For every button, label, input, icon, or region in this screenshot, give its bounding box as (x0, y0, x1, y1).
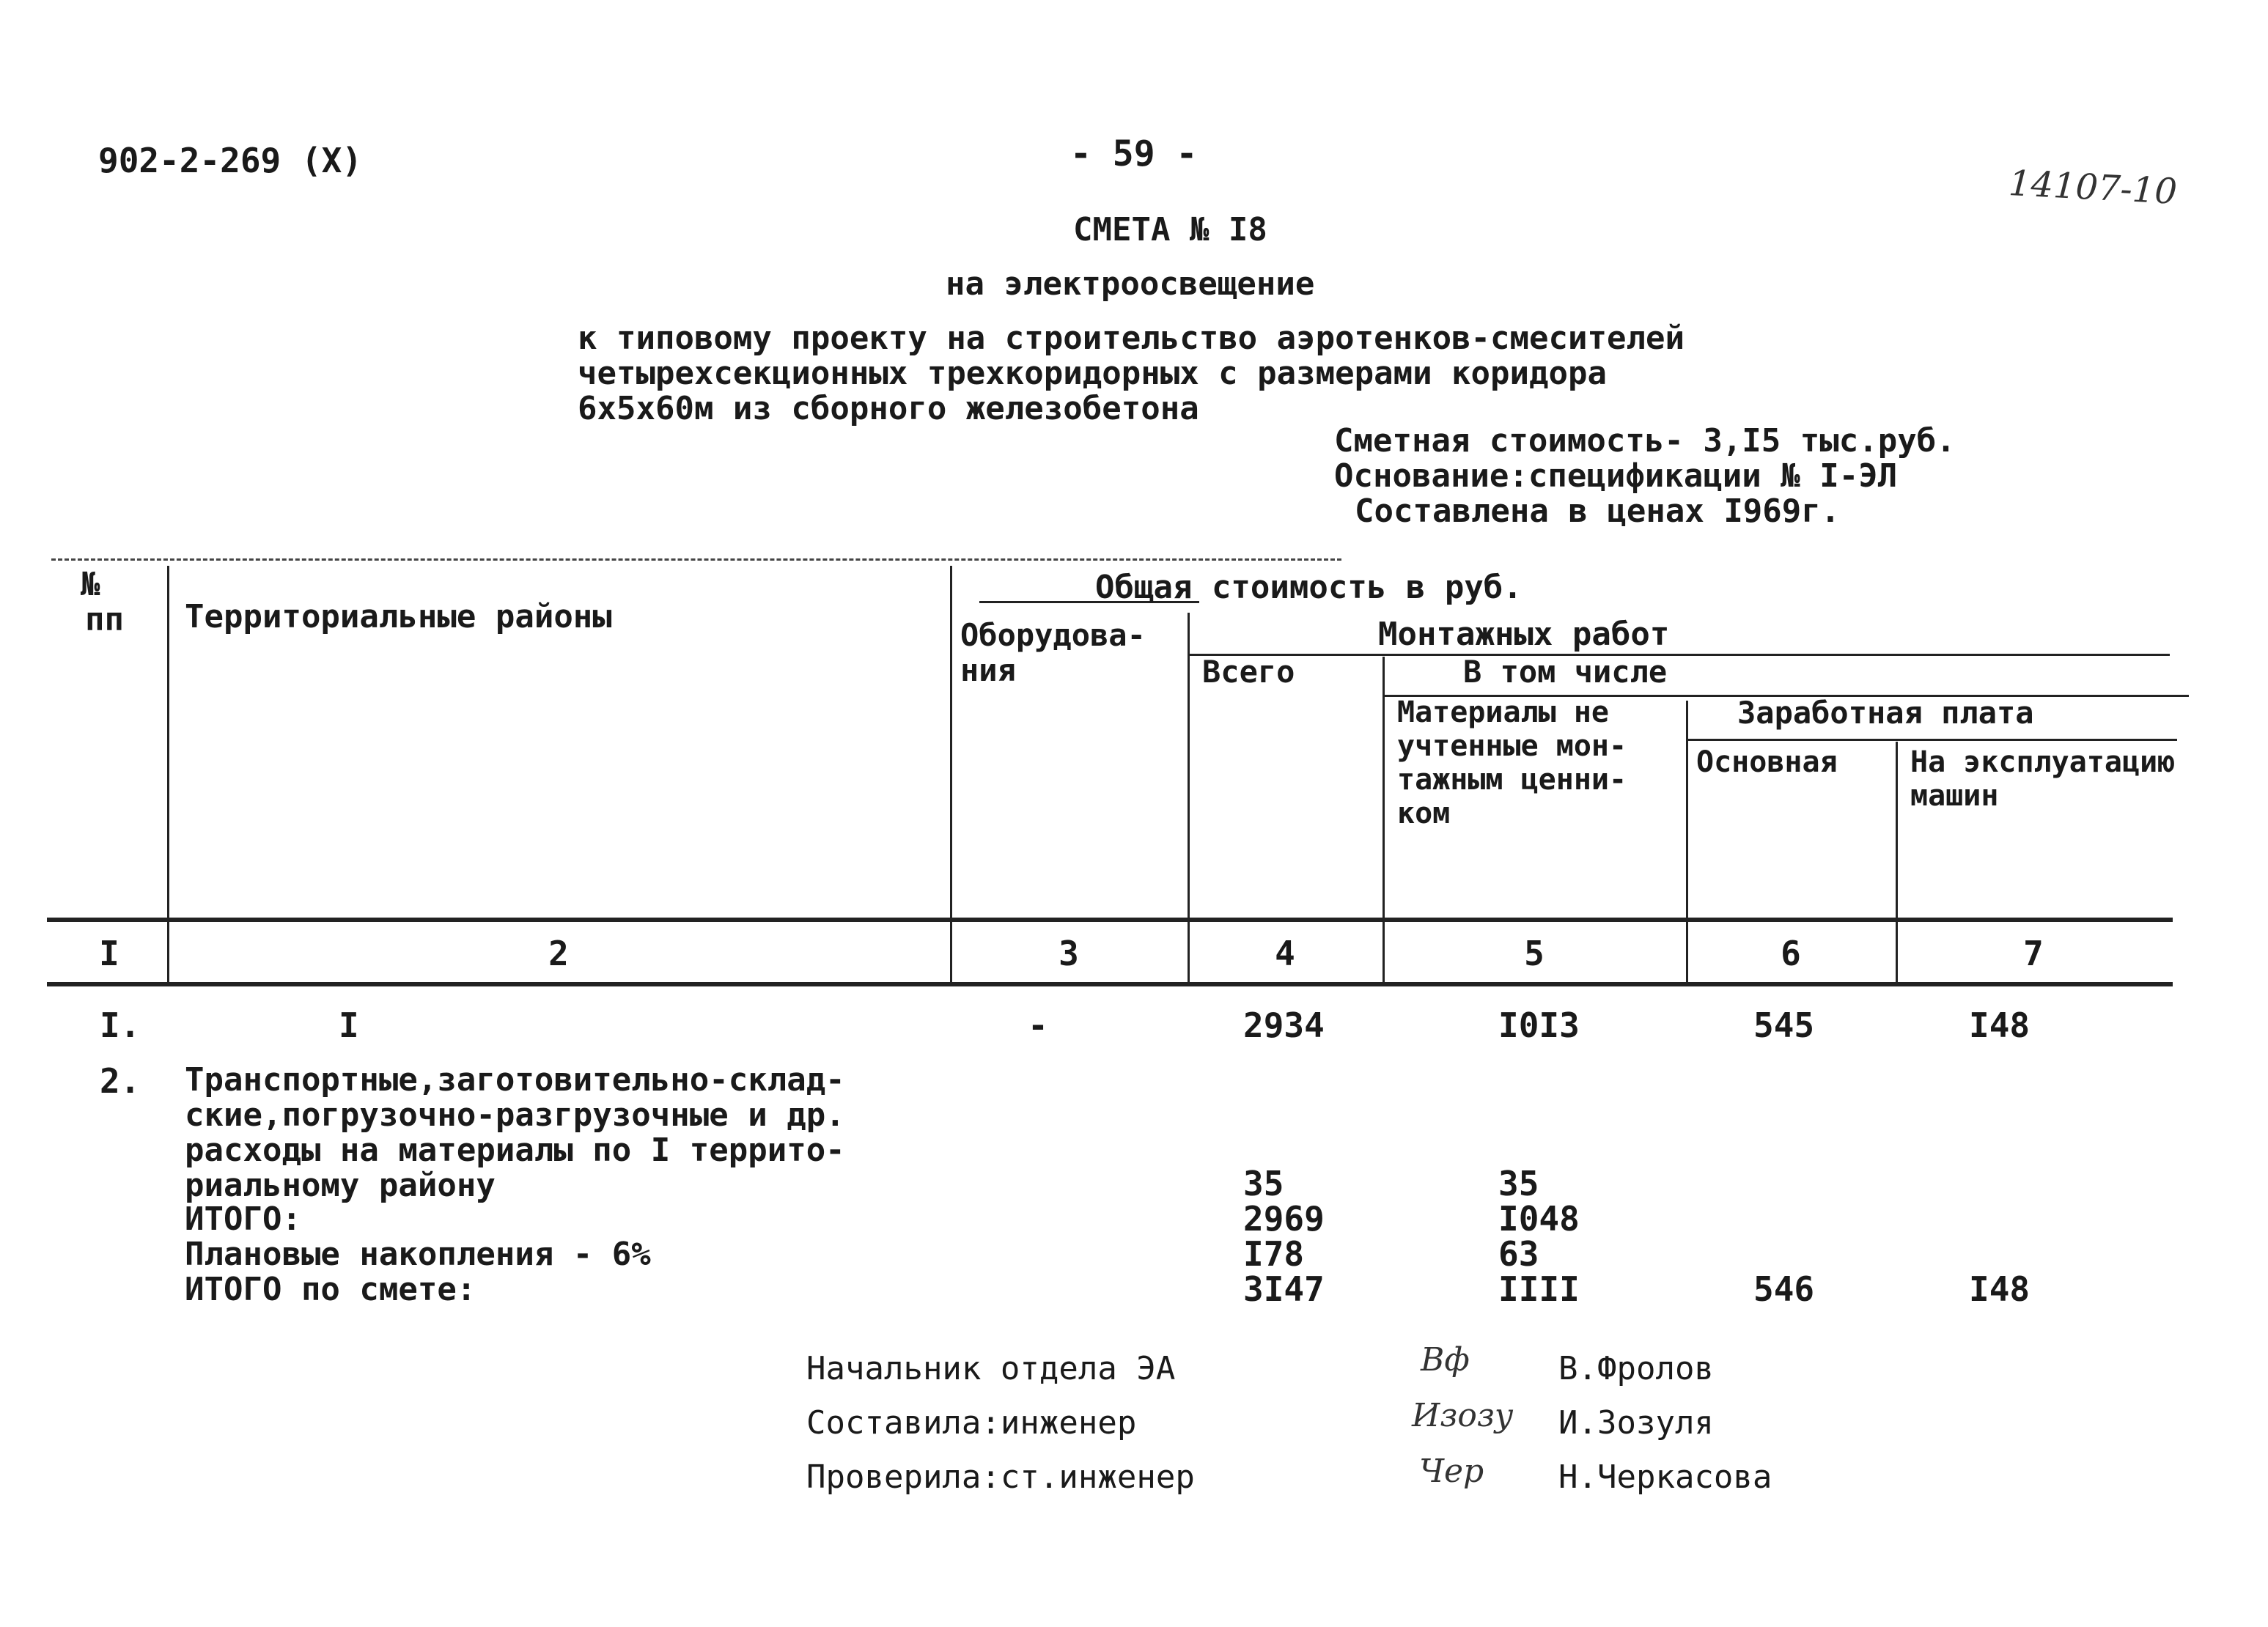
row-2-region-line-2: ские,погрузочно-разгрузочные и др. (185, 1096, 845, 1134)
description-line-2: четырехсекционных трехкоридорных с размерами коридора (578, 355, 1607, 392)
header-including: В том числе (1463, 654, 1668, 690)
row-1-basic: 545 (1753, 1006, 1815, 1045)
header-num-symbol: № (81, 566, 100, 603)
header-materials-4: ком (1397, 797, 1451, 830)
col-divider-1 (167, 566, 169, 985)
header-machines-2: машин (1910, 779, 1999, 813)
header-materials-1: Материалы не (1397, 696, 1609, 729)
signature-role-2: Составила:инженер (806, 1404, 1137, 1442)
col-number-5: 5 (1524, 934, 1544, 973)
signature-name-1: В.Фролов (1558, 1350, 1714, 1387)
col-number-2: 2 (548, 934, 569, 973)
col-divider-2 (950, 566, 952, 985)
planned-savings-all: I78 (1243, 1234, 1305, 1274)
row-2-all: 35 (1243, 1164, 1284, 1203)
grand-total-label: ИТОГО по смете: (185, 1271, 476, 1308)
header-basic: Основная (1696, 745, 1838, 779)
number-row-bottom-rule (47, 982, 2173, 986)
header-total-cost: Общая стоимость в руб. (1095, 569, 1523, 606)
description-line-1: к типовому проекту на строительство аэротенков-смесителей (578, 320, 1685, 357)
price-basis: Составлена в ценах I969г. (1355, 492, 1841, 530)
planned-savings-label: Плановые накопления - 6% (185, 1236, 651, 1273)
estimated-cost: Сметная стоимость- 3,I5 тыс.руб. (1334, 422, 1956, 460)
row-1-num: I. (100, 1006, 141, 1045)
row-1-all: 2934 (1243, 1006, 1325, 1045)
col-number-6: 6 (1781, 934, 1801, 973)
table-top-rule (51, 558, 1341, 561)
planned-savings-materials: 63 (1498, 1234, 1539, 1274)
row-1-region: I (339, 1006, 359, 1045)
row-2-region-line-3: расходы на материалы по I террито- (185, 1132, 845, 1169)
installation-rule (1188, 654, 2170, 656)
estimate-title: СМЕТА № I8 (1073, 211, 1267, 248)
col-divider-3 (1188, 613, 1190, 985)
header-salary: Заработная плата (1737, 695, 2034, 731)
row-1-equipment: - (1028, 1006, 1048, 1045)
row-2-region-line-4: риальному району (185, 1167, 496, 1204)
grand-total-basic: 546 (1753, 1269, 1815, 1309)
col-number-7: 7 (2023, 934, 2044, 973)
handwritten-signature-1: Вф (1421, 1341, 1470, 1379)
col-divider-4 (1382, 657, 1385, 985)
header-equipment-2: ния (960, 652, 1016, 688)
header-regions: Территориальные районы (185, 598, 612, 635)
row-1-materials: I0I3 (1498, 1006, 1580, 1045)
signature-role-3: Проверила:ст.инженер (806, 1458, 1195, 1496)
row-2-region-line-1: Транспортные,заготовительно-склад- (185, 1061, 845, 1099)
total-materials: I048 (1498, 1199, 1580, 1239)
row-2-num: 2. (100, 1061, 141, 1101)
salary-rule (1686, 739, 2177, 741)
header-equipment-1: Оборудова- (960, 617, 1146, 653)
basis: Основание:спецификации № I-ЭЛ (1334, 457, 1898, 495)
handwritten-signature-3: Чер (1419, 1453, 1484, 1490)
header-num-pp: пп (85, 601, 124, 638)
header-materials-3: тажным ценни- (1397, 763, 1627, 797)
document-code: 902-2-269 (X) (98, 141, 363, 180)
header-all: Всего (1202, 654, 1295, 690)
grand-total-materials: IIII (1498, 1269, 1580, 1309)
grand-total-all: 3I47 (1243, 1269, 1325, 1309)
grand-total-machines: I48 (1969, 1269, 2030, 1309)
estimate-subtitle: на электроосвещение (946, 265, 1315, 303)
signature-name-3: Н.Черкасова (1558, 1458, 1772, 1496)
row-1-machines: I48 (1969, 1006, 2030, 1045)
row-2-materials: 35 (1498, 1164, 1539, 1203)
total-label: ИТОГО: (185, 1200, 301, 1238)
description-line-3: 6х5х60м из сборного железобетона (578, 390, 1199, 427)
header-materials-2: учтенные мон- (1397, 729, 1627, 763)
header-installation: Монтажных работ (1378, 616, 1670, 653)
page-number: - 59 - (1070, 133, 1198, 174)
header-bottom-rule (47, 918, 2173, 922)
signature-role-1: Начальник отдела ЭА (806, 1350, 1176, 1387)
archive-stamp: 14107-10 (2007, 163, 2179, 213)
handwritten-signature-2: Изозу (1412, 1397, 1514, 1434)
col-number-4: 4 (1275, 934, 1295, 973)
header-machines-1: На эксплуатацию (1910, 745, 2176, 779)
col-number-1: I (99, 934, 119, 973)
total-all: 2969 (1243, 1199, 1325, 1239)
signature-name-2: И.Зозуля (1558, 1404, 1714, 1442)
col-number-3: 3 (1058, 934, 1079, 973)
